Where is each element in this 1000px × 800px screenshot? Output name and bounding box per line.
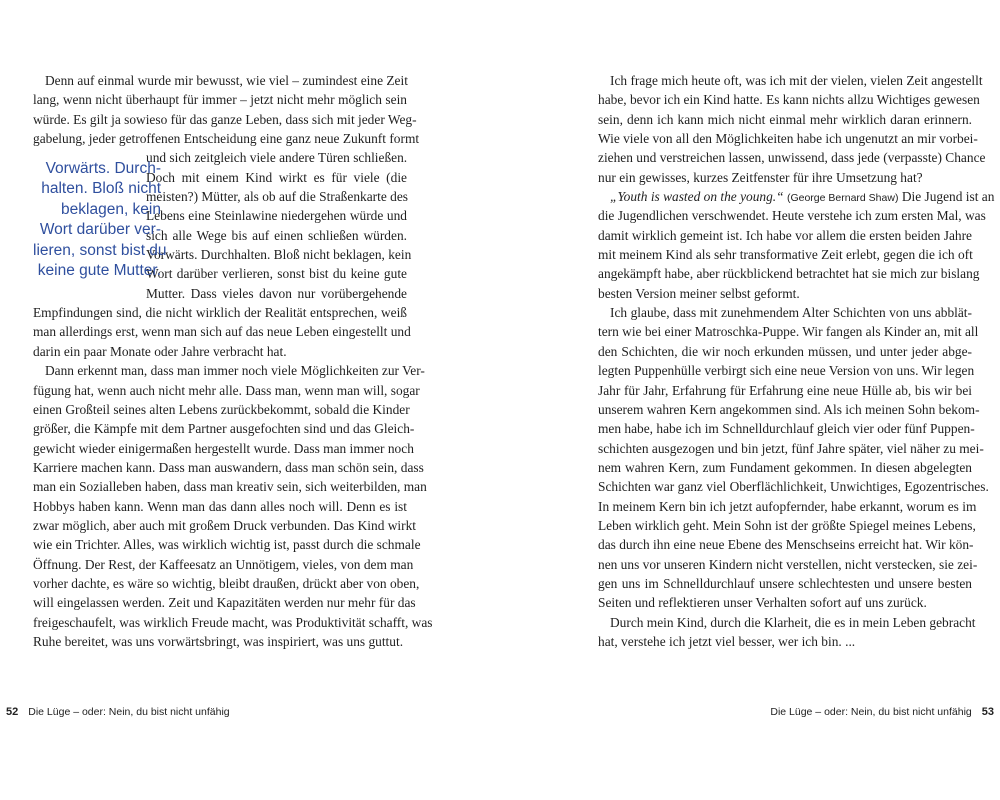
- text-line: Vorwärts. Durchhalten. Bloß nicht beklagen, kein: [146, 247, 412, 263]
- text-line: schichten ausgezogen und bin jetzt, fünf Jahre später, viel näher zu mei-: [598, 440, 984, 456]
- text-line: und sich zeitgleich viele andere Türen schließen.: [146, 150, 408, 166]
- text-line: Wie viele von all den Möglichkeiten habe ich ungenutzt an mir vorbei-: [598, 131, 978, 147]
- text-line: unserem wahren Kern angekommen sind. Als ich meinen Sohn bekom-: [598, 401, 980, 417]
- text-line: nem wahren Kern, zum Fundament gekommen. In diesen abgelegten: [598, 459, 972, 475]
- right-page-footer: [770, 706, 994, 718]
- text-line: Empfindungen sind, die nicht wirklich der Realität entsprechen, weiß: [33, 305, 407, 321]
- text-line: gabelung, jeder getroffenen Entscheidung eine ganz neue Zukunft formt: [33, 131, 420, 147]
- text-line: einen Großteil seines alten Lebens zurückbekommt, sobald die Kinder: [33, 401, 410, 417]
- text-line: ziehen und verstreichen lassen, unwissend, dass jede (verpasste) Chance: [598, 150, 986, 166]
- left-page-footer: [6, 706, 230, 718]
- text-line: tern wie bei einer Matroschka-Puppe. Wir fangen als Kinder an, mit all: [598, 324, 979, 340]
- text-line: Doch mit einem Kind wirkt es für viele (die: [146, 169, 407, 185]
- text-line: angekämpft habe, aber rückblickend betrachtet hat sie mich zur bislang: [598, 266, 980, 282]
- text-line: mit meinem Kind als sehr transformative Zeit erlebt, gegen die ich oft: [598, 247, 973, 263]
- text-line: vorher dachte, es wäre so wichtig, bleibt draußen, drückt aber von oben,: [33, 575, 420, 591]
- text-line: den Schichten, die wir noch erkunden müssen, und unter jeder abge-: [598, 343, 972, 359]
- text-line: zwar möglich, aber auch mit großem Druck verbunden. Das Kind wirkt: [33, 517, 417, 533]
- text-line: hat, verstehe ich jetzt viel besser, wer ich bin. ...: [598, 633, 856, 649]
- text-line: man ein Sozialleben haben, dass man kreativ sein, sich weiterbilden, man: [33, 479, 427, 495]
- text-line: habe, bevor ich ein Kind hatte. Es kann nichts allzu Wichtiges gewesen: [598, 92, 980, 108]
- quote-line: [598, 187, 995, 206]
- text-line: wie ein Trichter. Alles, was wirklich wichtig ist, passt durch die schmale: [33, 537, 421, 553]
- text-line: sein, denn ich kann mich nicht einmal mehr wirklich daran erinnern.: [598, 111, 972, 127]
- text-line: gen uns im Schnelldurchlauf unsere schlechtesten und unsere besten: [598, 575, 972, 591]
- quote-author: (George Bernard Shaw): [786, 192, 899, 205]
- quote-text: „Youth is wasted on the young.“: [610, 189, 784, 205]
- text-line: Ich glaube, dass mit zunehmendem Alter Schichten von uns abblät-: [610, 305, 972, 321]
- text-line: nur ein gewisses, kurzes Zeitfenster für ihre Umsetzung hat?: [598, 169, 923, 185]
- running-title-right: Die Lüge – oder: Nein, du bist nicht unfähig: [770, 706, 972, 718]
- text-line: Dann erkennt man, dass man immer noch viele Möglichkeiten zur Ver-: [45, 363, 425, 379]
- text-line: Lebens eine Steinlawine niedergehen würde und: [146, 208, 407, 224]
- running-title-left: Die Lüge – oder: Nein, du bist nicht unfähig: [28, 706, 230, 718]
- text-line: Jahr für Jahr, Erfahrung für Erfahrung eine neue Hülle ab, bis wir bei: [598, 382, 972, 398]
- text-line: gewicht wieder einigermaßen hergestellt wurde. Dass man immer noch: [33, 440, 414, 456]
- text-line: Hobbys haben kann. Wenn man das dann alles noch will. Denn es ist: [33, 498, 407, 514]
- text-line: man allerdings erst, wenn man sich auf das neue Leben eingestellt und: [33, 324, 411, 340]
- text-line: größer, die Kämpfe mit dem Partner ausgefochten sind und das Gleich-: [33, 421, 415, 437]
- text-line: will eingelassen werden. Zeit und Kapazitäten werden nur mehr für das: [33, 595, 416, 611]
- pull-quote-line: Wort darüber ver-: [39, 221, 161, 239]
- text-line: Mutter. Dass vieles davon nur vorübergehende: [146, 285, 407, 301]
- text-line: das durch ihn eine neue Ebene des Menschseins erreicht hat. Wir kön-: [598, 537, 974, 553]
- text-line: In meinem Kern bin ich jetzt aufopfernder, habe erkannt, worum es im: [598, 498, 977, 514]
- pull-quote-line: keine gute Mutter.: [37, 262, 161, 280]
- text-line: Karriere machen kann. Dass man auswandern, dass man schön sein, dass: [33, 459, 424, 475]
- text-line: würde. Es gilt ja sowieso für das ganze Leben, dass sich mit jeder Weg-: [33, 111, 417, 127]
- text-line: die Jugendlichen verschwendet. Heute verstehe ich zum ersten Mal, was: [598, 208, 986, 224]
- text-line: Seiten und reflektieren unser Verhalten sofort auf uns zurück.: [598, 595, 927, 611]
- text-line: men habe, habe ich im Schnelldurchlauf gleich vier oder fünf Puppen-: [598, 421, 975, 437]
- text-line: freigeschaufelt, was wirklich Freude macht, was Produktivität schafft, was: [33, 614, 433, 630]
- quote-line-rest: Die Jugend ist an: [901, 189, 995, 205]
- pull-quote-line: lieren, sonst bist du: [33, 241, 167, 259]
- pull-quote-line: Vorwärts. Durch-: [45, 160, 161, 177]
- text-line: fügung hat, wenn auch nicht mehr alle. Dass man, wenn man will, sogar: [33, 382, 420, 398]
- text-line: Durch mein Kind, durch die Klarheit, die es in mein Leben gebracht: [610, 614, 976, 630]
- left-page-body: [33, 71, 433, 651]
- text-line: nen uns vor unseren Kindern nicht verstellen, nicht verstecken, sie zei-: [598, 556, 978, 572]
- text-line: Denn auf einmal wurde mir bewusst, wie viel – zumindest eine Zeit: [45, 73, 408, 88]
- text-line: Wort darüber verlieren, sonst bist du keine gute: [146, 266, 407, 282]
- pull-quote-line: beklagen, kein: [61, 200, 161, 218]
- text-line: Ruhe bereitet, was uns vorwärtsbringt, was inspiriert, was uns guttut.: [33, 633, 404, 649]
- text-line: lang, wenn nicht überhaupt für immer – jetzt nicht mehr möglich sein: [33, 92, 407, 108]
- pull-quote: [33, 159, 167, 281]
- text-line: Ich frage mich heute oft, was ich mit der vielen, vielen Zeit angestellt: [610, 73, 983, 88]
- text-line: damit wirklich gemeint ist. Ich habe vor allem die ersten beiden Jahre: [598, 227, 972, 243]
- text-line: sich alle Wege bis auf einen schließen würden.: [146, 227, 407, 243]
- text-line: Leben wirklich geht. Mein Sohn ist der größte Spiegel meines Lebens,: [598, 517, 976, 533]
- text-line: legten Puppenhülle verbirgt sich eine neue Version von uns. Wir legen: [598, 363, 975, 379]
- text-line: meisten?) Mütter, als ob auf die Straßenkarte des: [146, 189, 408, 205]
- pull-quote-line: halten. Bloß nicht: [41, 180, 161, 198]
- text-line: Schichten war ganz viel Oberflächlichkeit, Unwichtiges, Egozentrisches.: [598, 479, 989, 495]
- right-page-body: [598, 71, 995, 651]
- text-line: besten Version meiner selbst geformt.: [598, 285, 800, 301]
- text-line: darin ein paar Monate oder Jahre verbracht hat.: [33, 343, 287, 359]
- text-line: Öffnung. Der Rest, der Kaffeesatz an Unnötigem, vieles, von dem man: [33, 556, 414, 572]
- page-number-left: 52: [6, 706, 19, 718]
- page-number-right: 53: [981, 706, 994, 718]
